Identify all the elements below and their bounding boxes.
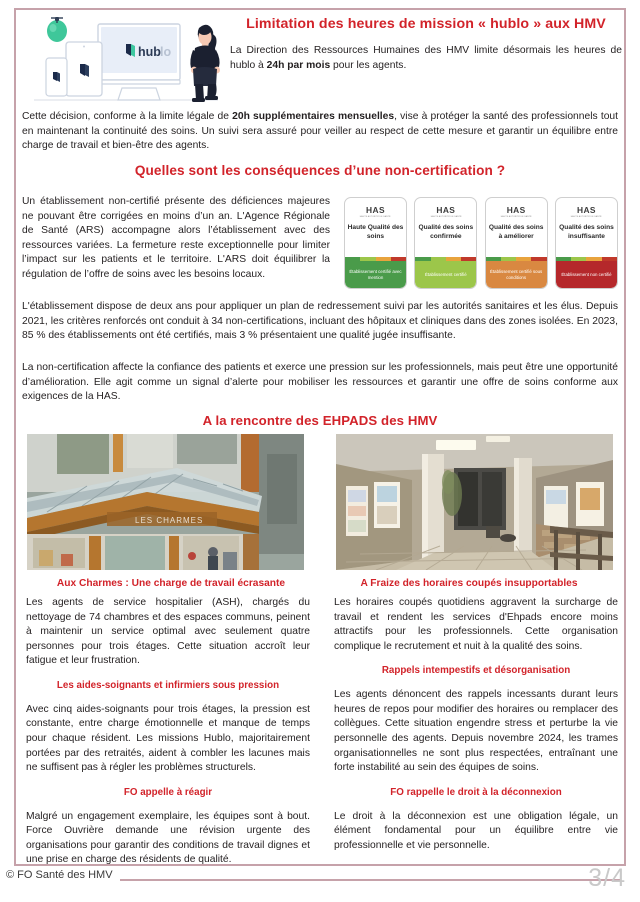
footer-divider [120, 879, 620, 881]
has-badge-haute-qualite [344, 197, 407, 289]
has-brand-text: HAS [577, 205, 596, 216]
photo-ehpad-les-charmes-entrance [27, 434, 304, 570]
has-badge-qualite-confirmee [414, 197, 477, 289]
right-subheading-2: FO rappelle le droit à la déconnexion [390, 786, 562, 798]
paragraph-full-1 [22, 110, 618, 154]
has-badge-footer: Établissement non certifié [556, 261, 617, 288]
photo-ehpad-fraize-corridor [336, 434, 613, 570]
has-brand-subtitle: HAUTE AUTORITÉ DE SANTÉ [500, 216, 532, 218]
has-brand-subtitle: HAUTE AUTORITÉ DE SANTÉ [571, 216, 602, 218]
caption-left: Aux Charmes : Une charge de travail écrasante [56, 578, 286, 589]
copyright-notice: © FO Santé des HMV [6, 869, 113, 881]
hero-intro-bold: 24h par mois [266, 59, 331, 71]
section-heading-certification: Quelles sont les conséquences d’une non-certification ? [134, 163, 506, 178]
has-logo [486, 198, 547, 223]
para1-after: , vise à protéger la santé des professionnels tout en maintenant la continuité des soins. Un suivi sera assuré pour veiller au respect de cette mesure et garantir un équilibre entre charge de travail et bien-être des agents. [22, 111, 619, 152]
has-brand-text: HAS [436, 205, 456, 216]
right-paragraph-3: Le droit à la déconnexion est une obligation légale, un élément fondamental pour un équilibre entre vie professionnelle et vie personnelle. [334, 810, 618, 851]
right-paragraph-2: Les agents dénoncent des rappels incessants durant leurs heures de repos pour modifier des horaires ou remplacer des collègues. Cette situation engendre stress et perturbe la vie personnelle des agents. Depuis novembre 2024, les trames organisationnelles ne sont plus respectées, entraînant une forte instabilité au sein des équipes de soins. [334, 689, 618, 774]
left-paragraph-3: Malgré un engagement exemplaire, les équipes sont à bout. Force Ouvrière demande une révision urgente des organisations pour garantir des conditions de travail dignes et une prise en charge des résidents de qualité. [26, 810, 310, 866]
certification-paragraph-2-block [22, 300, 618, 344]
caption-right-wrap [320, 578, 618, 591]
svg-text:lo: lo [160, 45, 172, 59]
para1-before: Cette décision, conforme à la limite légale de [22, 111, 233, 122]
has-badge-label: Qualité des soins confirmée [418, 224, 474, 240]
certification-text-column [22, 195, 330, 283]
right-paragraph-1: Les horaires coupés quotidiens aggravent la surcharge de travail et rendent les services d'Ehpads encore moins attractifs pour les professionnels. Cette organisation complique le recrutement et nuit à la qualité des soins. [334, 597, 618, 652]
certification-paragraph-3-block [22, 361, 618, 405]
has-badge-qualite-a-ameliorer [485, 197, 548, 289]
caption-left-wrap [22, 578, 320, 591]
right-subheading-1: Rappels intempestifs et désorganisation [381, 665, 571, 677]
column-right [334, 596, 618, 853]
has-badge-footer: Établissement certifié [415, 261, 476, 288]
hero-section [30, 14, 622, 106]
left-subheading-1: Les aides-soignants et infirmiers sous pression [56, 680, 280, 692]
column-left [26, 596, 310, 868]
section-heading-ehpad: A la rencontre des EHPADS des HMV [202, 413, 438, 428]
has-certification-badges [344, 197, 618, 293]
has-badge-qualite-insuffisante [555, 197, 618, 289]
hero-text-block [230, 16, 622, 73]
svg-text:LES CHARMES: LES CHARMES [135, 516, 204, 525]
hublo-devices-nurse-illustration [30, 14, 226, 106]
paragraph-full-2: L'établissement dispose de deux ans pour appliquer un plan de redressement suivi par les autorités sanitaires et les élus. Depuis 2021, les critères renforcés ont conduit à 34 non-certifications, incluant des hôpitaux et cliniques dans des zones isolées. En 2023, 85 % des établissements ont été certifiés, mais 3 % présentaient une qualité jugée insuffisante. [22, 301, 618, 342]
two-column-body [22, 596, 622, 866]
has-brand-subtitle: HAUTE AUTORITÉ DE SANTÉ [430, 216, 462, 218]
certification-heading-block [22, 163, 618, 179]
has-badge-footer: Établissement certifié avec mention [345, 261, 406, 288]
has-brand-subtitle: HAUTE AUTORITÉ DE SANTÉ [360, 216, 391, 218]
left-subheading-2: FO appelle à réagir [123, 786, 213, 798]
hero-intro-after: pour les agents. [330, 59, 407, 71]
has-logo [556, 198, 617, 223]
svg-text:hub: hub [138, 45, 161, 59]
page-title: Limitation des heures de mission « hublo » aux HMV [246, 16, 606, 32]
left-paragraph-1: Les agents de service hospitalier (ASH), chargés du nettoyage de 74 chambres et des espaces communs, peinent à maintenir un service optimal avec seulement quatre personnes pour trois étages. Cette situation accroît leur fatigue et leur frustration. [26, 597, 310, 667]
hero-intro-before: La Direction des Ressources Humaines des HMV limite désormais les heures de hublo à [230, 45, 622, 71]
has-brand-text: HAS [366, 205, 385, 216]
para1-bold: 20h supplémentaires mensuelles [232, 111, 395, 122]
has-logo [345, 198, 406, 223]
left-paragraph-2: Avec cinq aides-soignants pour trois étages, la pression est constante, entre charge émotionnelle et manque de temps pour chaque résident. Les missions Hublo, majoritairement portées par des retraités, aident à combler les lacunes mais ne suffisent pas à régler les problèmes structurels. [26, 703, 310, 774]
page-number: 3/4 [588, 864, 626, 892]
has-badge-label: Qualité des soins insuffisante [559, 224, 614, 240]
ehpad-photos [22, 434, 618, 570]
paragraph-full-3: La non-certification affecte la confiance des patients et exerce une pression sur les professionnels, mais peut être une opportunité d’amélioration. Elle agit comme un signal d’alerte pour mobiliser les ressources et garantir une offre de soins conforme aux exigences de la HAS. [22, 362, 618, 403]
intro-paragraph-block [22, 110, 618, 154]
has-brand-text: HAS [506, 205, 526, 216]
photo-captions [22, 578, 618, 591]
has-badge-label: Qualité des soins à améliorer [488, 224, 544, 240]
ehpad-heading-block [22, 413, 618, 428]
certification-section [22, 193, 618, 298]
has-badge-footer: Établissement certifié sous conditions [486, 261, 547, 288]
hero-intro-paragraph [230, 44, 622, 73]
certification-left-paragraph: Un établissement non-certifié présente des déficiences majeures ne pouvant être corrigées en moins d’un an. L'Agence Régionale de Santé (ARS) accompagne alors l’établissement avec des ressources variées. La fermeture reste exceptionnelle pour limiter l’impact sur les patients et le territoire. L'ARS doit équilibrer la régulation de l’offre de soins avec les besoins locaux. [22, 196, 330, 281]
has-badge-label: Haute Qualité des soins [347, 224, 404, 240]
has-logo [415, 198, 476, 223]
caption-right: A Fraize des horaires coupés insupportables [360, 578, 578, 589]
